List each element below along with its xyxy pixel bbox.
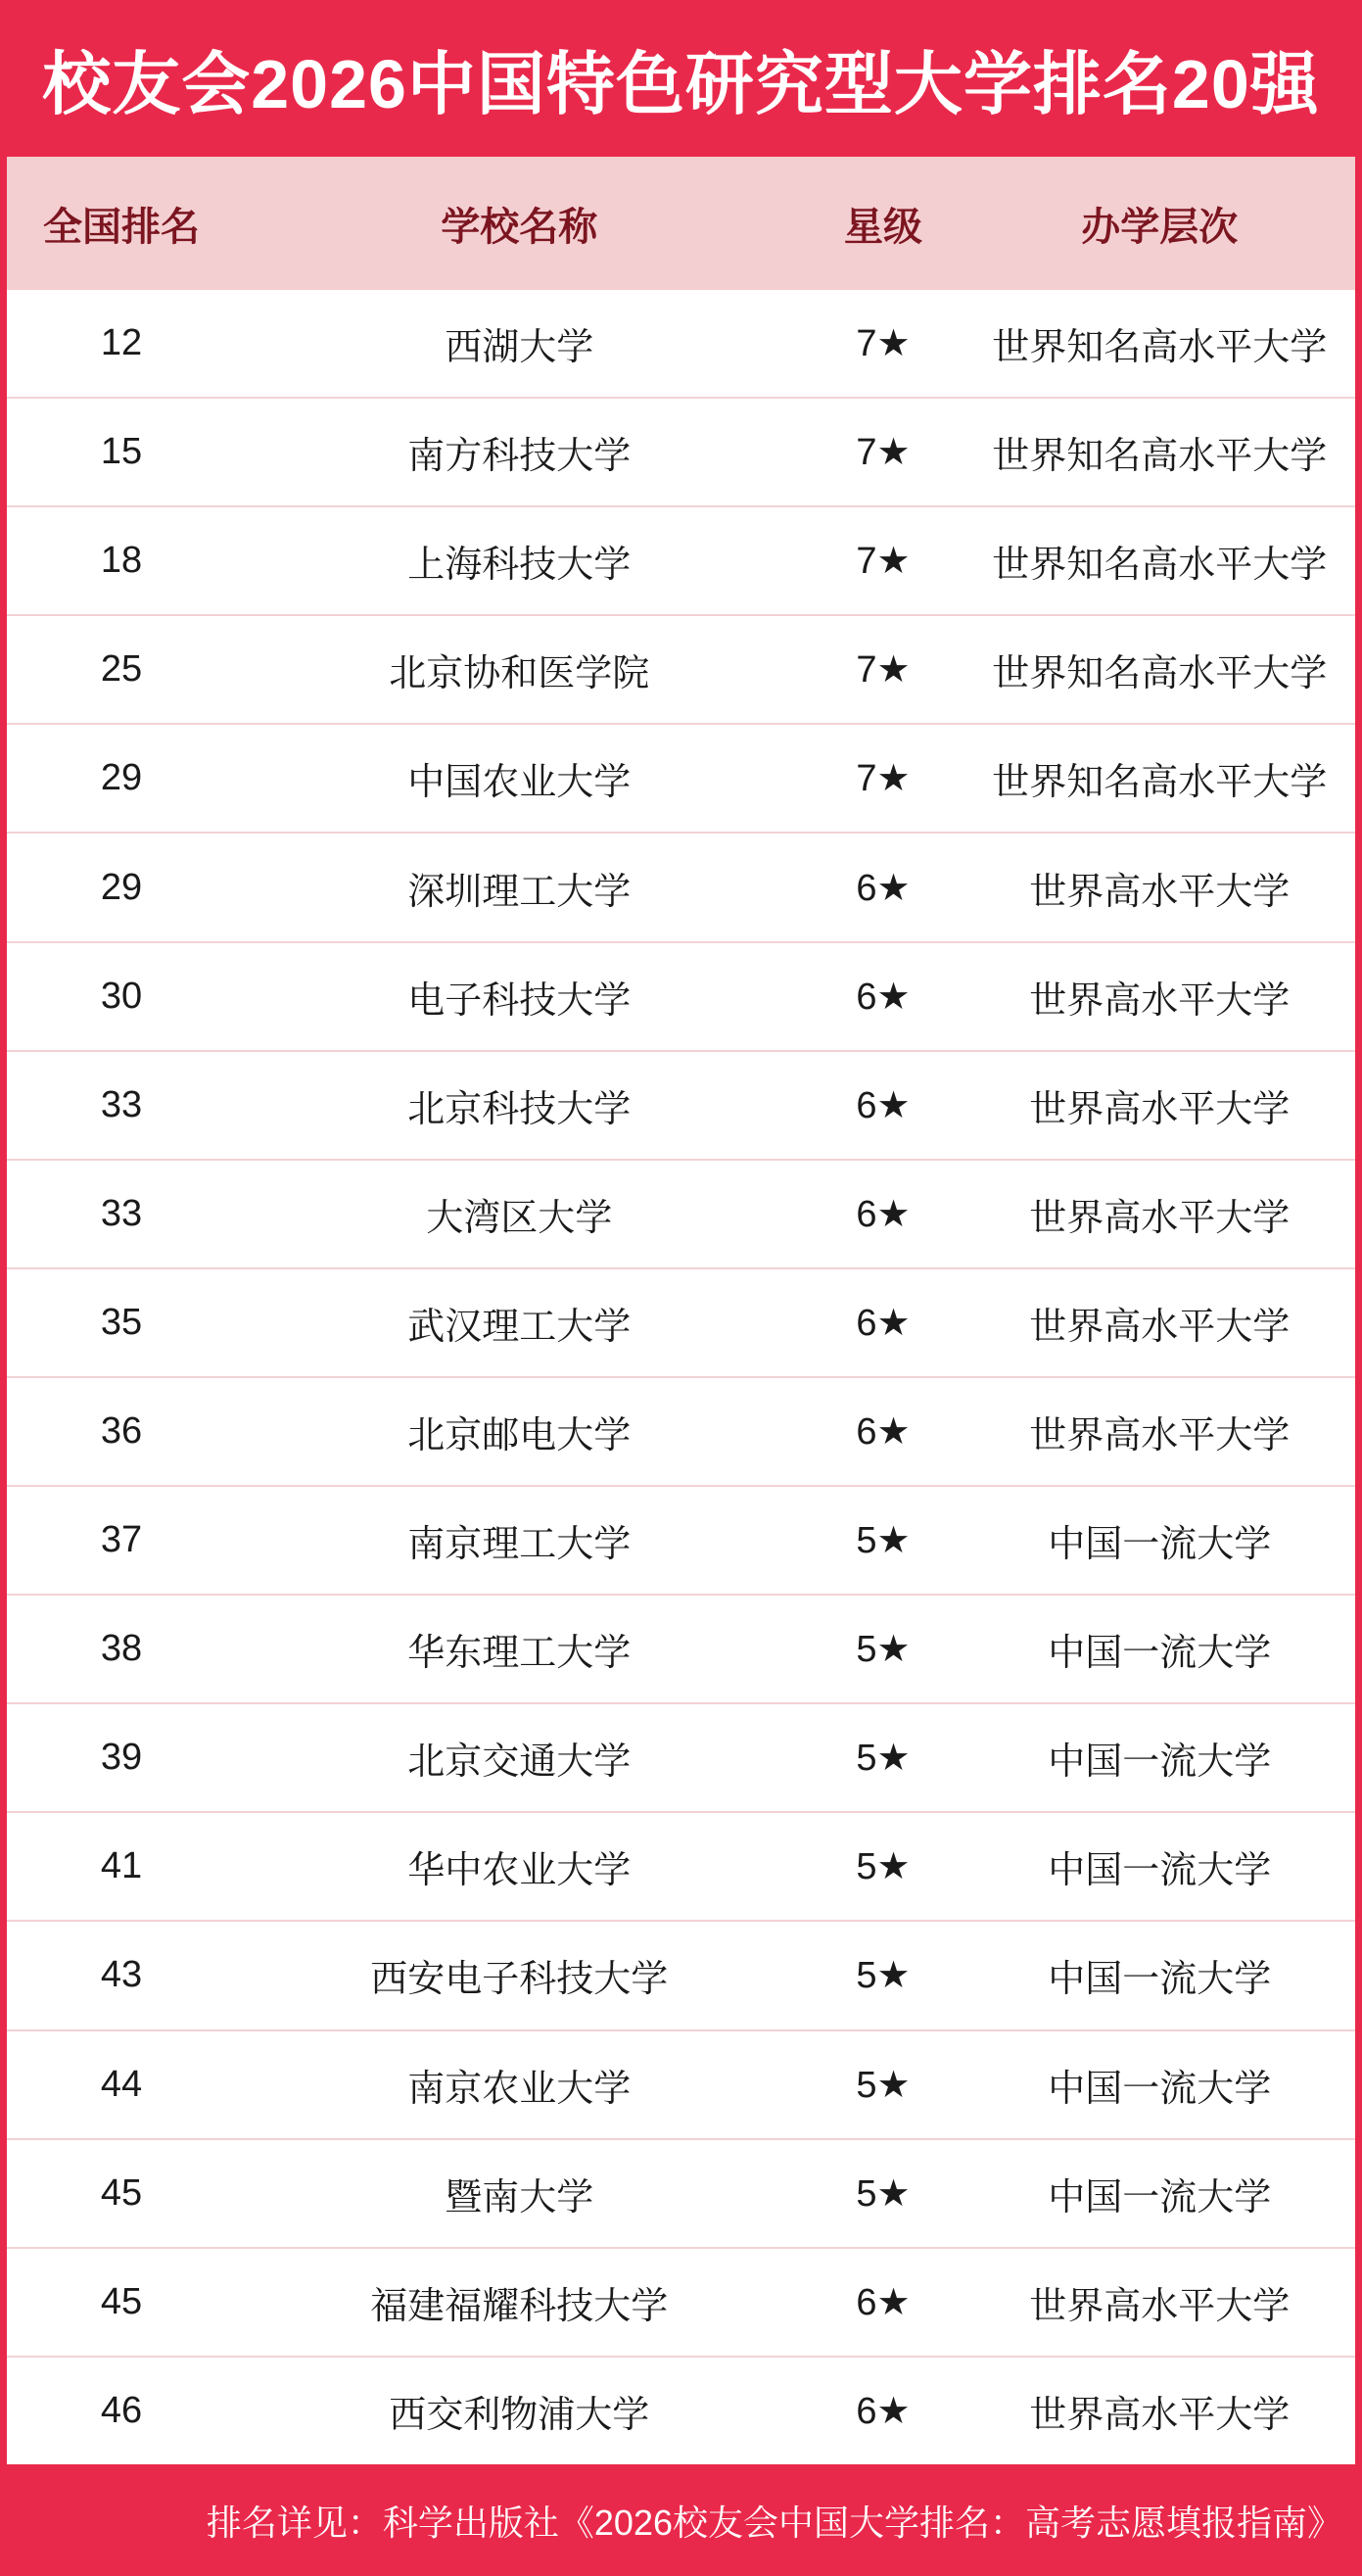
table-row bbox=[7, 1267, 1355, 1376]
education-level-cell: 世界高水平大学 bbox=[1029, 871, 1291, 913]
school-name-cell: 北京协和医学院 bbox=[389, 653, 650, 695]
school-name-cell: 北京科技大学 bbox=[407, 1088, 632, 1130]
star-level-cell: 7★ bbox=[856, 541, 911, 583]
school-name-cell: 南方科技大学 bbox=[407, 436, 632, 478]
education-level-cell: 中国一流大学 bbox=[1048, 1741, 1272, 1784]
education-level-cell: 中国一流大学 bbox=[1048, 1524, 1272, 1566]
star-level-cell: 6★ bbox=[856, 976, 911, 1018]
education-level-cell: 世界高水平大学 bbox=[1029, 1306, 1291, 1348]
rank-cell: 39 bbox=[100, 1737, 143, 1779]
education-level-cell: 世界高水平大学 bbox=[1029, 1414, 1291, 1456]
star-level-cell: 7★ bbox=[856, 649, 911, 692]
table-row bbox=[7, 1920, 1355, 2028]
table-row bbox=[7, 1376, 1355, 1485]
rank-cell: 44 bbox=[100, 2063, 143, 2105]
star-level-cell: 7★ bbox=[856, 758, 911, 800]
school-name-cell: 电子科技大学 bbox=[407, 979, 632, 1022]
rank-cell: 29 bbox=[100, 866, 143, 908]
star-level-cell: 6★ bbox=[856, 867, 911, 909]
school-name-cell: 大湾区大学 bbox=[426, 1197, 613, 1239]
rank-cell: 45 bbox=[100, 2171, 143, 2214]
footer-note bbox=[0, 2464, 1362, 2576]
table-row bbox=[7, 2356, 1355, 2464]
table-row bbox=[7, 723, 1355, 832]
column-header-education-level: 办学层次 bbox=[1081, 205, 1239, 249]
education-level-cell: 中国一流大学 bbox=[1048, 1850, 1272, 1892]
table-header-row bbox=[7, 157, 1355, 290]
education-level-cell: 中国一流大学 bbox=[1048, 1959, 1272, 2001]
education-level-cell: 中国一流大学 bbox=[1048, 2176, 1272, 2218]
star-level-cell: 6★ bbox=[856, 2281, 911, 2323]
table-row bbox=[7, 2138, 1355, 2247]
table-row bbox=[7, 2247, 1355, 2356]
rank-cell: 37 bbox=[100, 1519, 143, 1561]
table-row bbox=[7, 505, 1355, 614]
rank-cell: 38 bbox=[100, 1628, 143, 1670]
rank-cell: 43 bbox=[100, 1954, 143, 1996]
star-level-cell: 5★ bbox=[856, 1738, 911, 1780]
table-row bbox=[7, 290, 1355, 397]
page-title: 校友会2026中国特色研究型大学排名20强 bbox=[42, 45, 1320, 122]
star-level-cell: 5★ bbox=[856, 1846, 911, 1888]
school-name-cell: 北京邮电大学 bbox=[407, 1414, 632, 1456]
star-level-cell: 5★ bbox=[856, 1629, 911, 1671]
rank-cell: 45 bbox=[100, 2280, 143, 2322]
table-row bbox=[7, 1594, 1355, 1702]
education-level-cell: 世界知名高水平大学 bbox=[992, 327, 1328, 369]
education-level-cell: 世界高水平大学 bbox=[1029, 2394, 1291, 2436]
table-row bbox=[7, 614, 1355, 723]
school-name-cell: 武汉理工大学 bbox=[407, 1306, 632, 1348]
school-name-cell: 西交利物浦大学 bbox=[389, 2394, 650, 2436]
school-name-cell: 西湖大学 bbox=[445, 327, 594, 369]
footer-text: 排名详见：科学出版社《2026校友会中国大学排名：高考志愿填报指南》 bbox=[206, 2502, 1342, 2543]
education-level-cell: 世界高水平大学 bbox=[1029, 979, 1291, 1022]
education-level-cell: 世界知名高水平大学 bbox=[992, 653, 1328, 695]
title-banner bbox=[0, 0, 1362, 157]
rank-cell: 15 bbox=[100, 431, 143, 473]
rank-cell: 33 bbox=[100, 1083, 143, 1125]
star-level-cell: 5★ bbox=[856, 1520, 911, 1562]
education-level-cell: 中国一流大学 bbox=[1048, 2068, 1272, 2110]
table-row bbox=[7, 1811, 1355, 1920]
star-level-cell: 7★ bbox=[856, 432, 911, 474]
star-level-cell: 7★ bbox=[856, 323, 911, 365]
star-level-cell: 5★ bbox=[856, 1955, 911, 1997]
column-header-star-level: 星级 bbox=[844, 205, 923, 249]
table-row bbox=[7, 1485, 1355, 1594]
rank-cell: 30 bbox=[100, 975, 143, 1017]
rank-cell: 18 bbox=[100, 540, 143, 582]
school-name-cell: 中国农业大学 bbox=[407, 762, 632, 804]
school-name-cell: 北京交通大学 bbox=[407, 1741, 632, 1784]
school-name-cell: 暨南大学 bbox=[445, 2176, 594, 2218]
rank-cell: 41 bbox=[100, 1845, 143, 1887]
star-level-cell: 5★ bbox=[856, 2064, 911, 2106]
table-row bbox=[7, 1159, 1355, 1267]
star-level-cell: 6★ bbox=[856, 1302, 911, 1344]
school-name-cell: 西安电子科技大学 bbox=[370, 1959, 669, 2001]
column-header-national-rank: 全国排名 bbox=[43, 205, 201, 249]
rank-cell: 35 bbox=[100, 1301, 143, 1343]
ranking-table bbox=[0, 157, 1362, 2464]
star-level-cell: 6★ bbox=[856, 1193, 911, 1235]
rank-cell: 33 bbox=[100, 1192, 143, 1234]
education-level-cell: 世界知名高水平大学 bbox=[992, 762, 1328, 804]
star-level-cell: 5★ bbox=[856, 2172, 911, 2215]
star-level-cell: 6★ bbox=[856, 2390, 911, 2432]
education-level-cell: 世界知名高水平大学 bbox=[992, 436, 1328, 478]
table-row bbox=[7, 1702, 1355, 1811]
table-row bbox=[7, 941, 1355, 1050]
school-name-cell: 华中农业大学 bbox=[407, 1850, 632, 1892]
education-level-cell: 中国一流大学 bbox=[1048, 1633, 1272, 1675]
table-body bbox=[7, 290, 1355, 2464]
education-level-cell: 世界高水平大学 bbox=[1029, 1088, 1291, 1130]
table-row bbox=[7, 1050, 1355, 1159]
rank-cell: 25 bbox=[100, 648, 143, 691]
rank-cell: 12 bbox=[100, 322, 143, 364]
education-level-cell: 世界高水平大学 bbox=[1029, 1197, 1291, 1239]
star-level-cell: 6★ bbox=[856, 1410, 911, 1453]
school-name-cell: 上海科技大学 bbox=[407, 545, 632, 587]
rank-cell: 36 bbox=[100, 1409, 143, 1452]
school-name-cell: 华东理工大学 bbox=[407, 1633, 632, 1675]
education-level-cell: 世界知名高水平大学 bbox=[992, 545, 1328, 587]
table-row bbox=[7, 397, 1355, 505]
star-level-cell: 6★ bbox=[856, 1084, 911, 1126]
school-name-cell: 福建福耀科技大学 bbox=[370, 2285, 669, 2327]
school-name-cell: 南京农业大学 bbox=[407, 2068, 632, 2110]
school-name-cell: 南京理工大学 bbox=[407, 1524, 632, 1566]
school-name-cell: 深圳理工大学 bbox=[407, 871, 632, 913]
table-row bbox=[7, 2029, 1355, 2138]
table-row bbox=[7, 832, 1355, 940]
column-header-school-name: 学校名称 bbox=[441, 205, 598, 249]
education-level-cell: 世界高水平大学 bbox=[1029, 2285, 1291, 2327]
rank-cell: 29 bbox=[100, 757, 143, 799]
rank-cell: 46 bbox=[100, 2389, 143, 2431]
